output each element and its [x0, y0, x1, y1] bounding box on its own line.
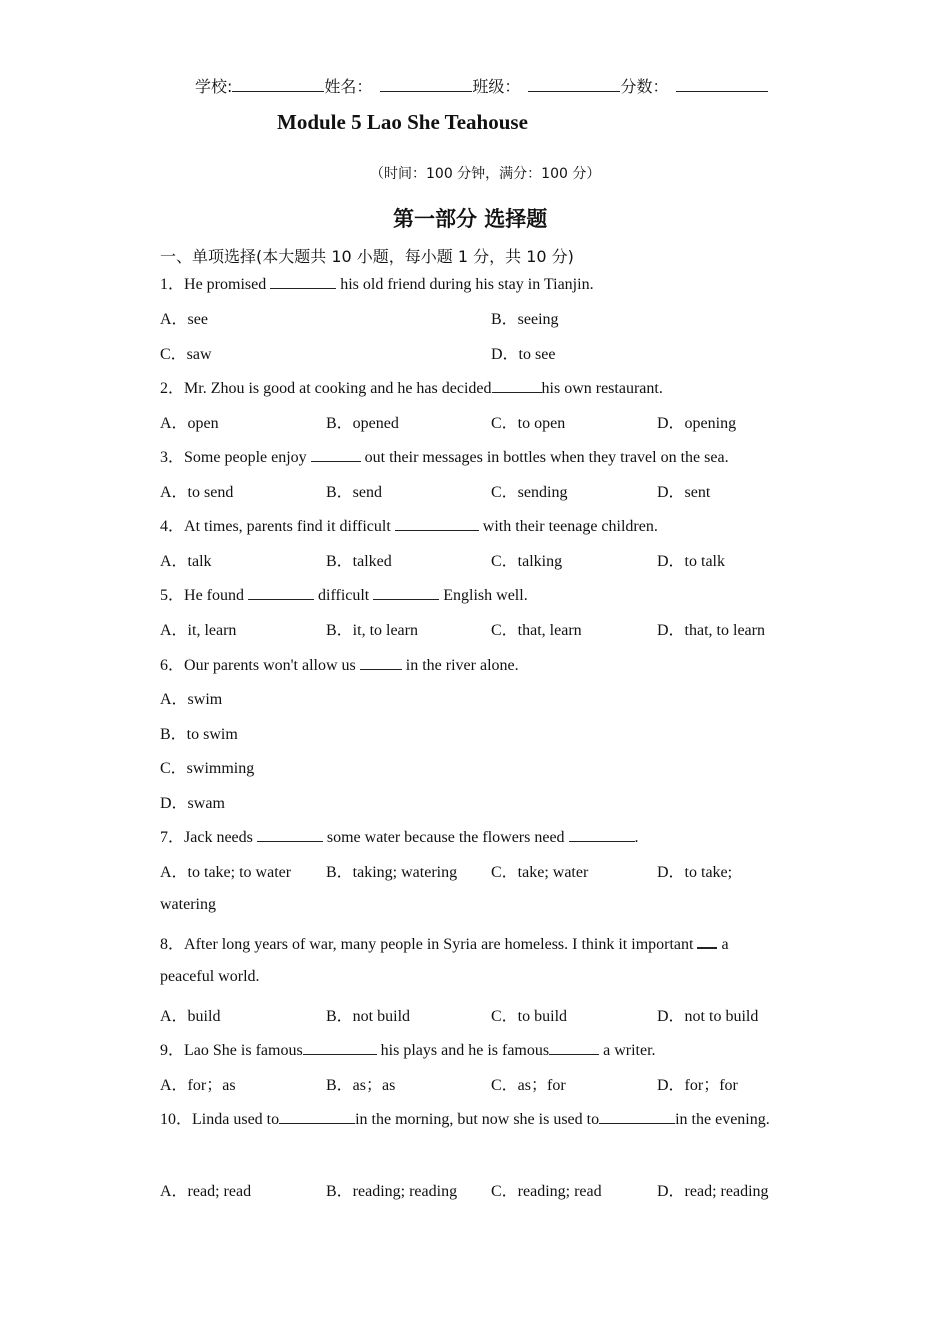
option-d-continued: watering — [160, 896, 216, 913]
answer-blank — [697, 935, 717, 949]
option-a: A．for；as — [160, 1077, 236, 1094]
option-c: C．that, learn — [491, 622, 582, 639]
option-d: D．to take; — [657, 864, 733, 881]
question-text: Mr. Zhou is good at cooking and he has decided — [184, 380, 492, 397]
score-blank — [676, 77, 768, 92]
answer-blank — [569, 829, 635, 842]
option-b: B．send — [326, 484, 383, 501]
option-c: C．saw — [160, 346, 212, 363]
option-b: B．talked — [326, 553, 392, 570]
question-text: At times, parents find it difficult — [184, 518, 395, 535]
option-a: A．open — [160, 415, 219, 432]
question-number: 9． — [160, 1042, 185, 1059]
answer-blank — [248, 587, 314, 600]
question-number: 2． — [160, 380, 185, 397]
question-7 — [160, 824, 639, 847]
question-8-continued: peaceful world. — [160, 968, 260, 985]
part-title: 第一部分 选择题 — [393, 207, 548, 231]
option-a: A．talk — [160, 553, 212, 570]
question-text: with their teenage children. — [478, 518, 658, 535]
class-label: 班级： — [472, 77, 521, 96]
question-text: a — [717, 936, 729, 953]
option-d: D．read; reading — [657, 1183, 769, 1200]
question-number: 5． — [160, 587, 185, 604]
question-text: his plays and he is famous — [376, 1042, 550, 1059]
option-b: B．to swim — [160, 726, 238, 743]
question-3 — [160, 444, 729, 467]
question-text: . — [634, 829, 639, 846]
option-b: B．reading; reading — [326, 1183, 458, 1200]
answer-blank — [257, 829, 323, 842]
question-5 — [160, 582, 528, 605]
option-d: D．not to build — [657, 1008, 759, 1025]
school-label: 学校: — [195, 77, 233, 96]
option-b: B．not build — [326, 1008, 411, 1025]
option-a: A．it, learn — [160, 622, 237, 639]
option-c: C．as；for — [491, 1077, 566, 1094]
question-text: Jack needs — [184, 829, 257, 846]
name-label: 姓名： — [324, 77, 373, 96]
question-2 — [160, 375, 663, 398]
option-b: B．seeing — [491, 311, 559, 328]
answer-blank — [270, 276, 336, 289]
option-c: C．to build — [491, 1008, 568, 1025]
question-1 — [160, 271, 594, 294]
school-blank — [232, 77, 324, 92]
option-a: A．build — [160, 1008, 221, 1025]
question-text: Some people enjoy — [184, 449, 311, 466]
answer-blank — [599, 1111, 675, 1124]
question-number: 1． — [160, 276, 185, 293]
answer-blank — [311, 449, 361, 462]
option-d: D．to talk — [657, 553, 725, 570]
question-text: After long years of war, many people in Syria are homeless. I think it important — [184, 936, 698, 953]
answer-blank — [549, 1042, 599, 1055]
option-b: B．it, to learn — [326, 622, 418, 639]
section-title: 一、单项选择(本大题共 10 小题，每小题 1 分，共 10 分) — [160, 247, 574, 266]
question-text: in the evening. — [675, 1111, 770, 1128]
answer-blank — [279, 1111, 355, 1124]
option-a: A．swim — [160, 691, 223, 708]
option-d: D．to see — [491, 346, 556, 363]
option-c: C．talking — [491, 553, 563, 570]
option-d: D．opening — [657, 415, 737, 432]
option-c: C．sending — [491, 484, 568, 501]
option-b: B．taking; watering — [326, 864, 458, 881]
question-9 — [160, 1037, 656, 1060]
answer-blank — [395, 518, 479, 531]
name-blank — [380, 77, 472, 92]
option-a: A．to send — [160, 484, 234, 501]
option-d: D．that, to learn — [657, 622, 765, 639]
question-text: difficult — [314, 587, 374, 604]
question-text: He found — [184, 587, 248, 604]
option-d: D．swam — [160, 795, 225, 812]
question-text: in the morning, but now she is used to — [355, 1111, 600, 1128]
question-text: his own restaurant. — [541, 380, 663, 397]
question-number: 3． — [160, 449, 185, 466]
student-info-line — [195, 74, 768, 97]
option-b: B．opened — [326, 415, 399, 432]
option-a: A．see — [160, 311, 208, 328]
question-text: Lao She is famous — [184, 1042, 303, 1059]
question-text: his old friend during his stay in Tianjin. — [336, 276, 594, 293]
question-number: 7． — [160, 829, 185, 846]
question-number: 6． — [160, 657, 185, 674]
question-number: 10． — [160, 1111, 193, 1128]
option-a: A．to take; to water — [160, 864, 292, 881]
option-c: C．reading; read — [491, 1183, 602, 1200]
page-title: Module 5 Lao She Teahouse — [277, 110, 528, 134]
option-d: D．sent — [657, 484, 711, 501]
answer-blank — [360, 657, 402, 670]
question-text: He promised — [184, 276, 271, 293]
option-c: C．to open — [491, 415, 566, 432]
question-text: Our parents won't allow us — [184, 657, 360, 674]
question-text: out their messages in bottles when they travel on the sea. — [360, 449, 729, 466]
answer-blank — [303, 1042, 377, 1055]
option-c: C．swimming — [160, 760, 255, 777]
answer-blank — [492, 380, 542, 393]
question-text: Linda used to — [192, 1111, 280, 1128]
question-4 — [160, 513, 658, 536]
time-note: （时间：100 分钟，满分：100 分） — [370, 166, 601, 182]
question-6 — [160, 652, 519, 675]
score-label: 分数： — [620, 77, 669, 96]
option-a: A．read; read — [160, 1183, 252, 1200]
question-number: 4． — [160, 518, 185, 535]
option-c: C．take; water — [491, 864, 589, 881]
question-text: English well. — [439, 587, 528, 604]
question-8 — [160, 931, 729, 954]
question-text: in the river alone. — [401, 657, 519, 674]
class-blank — [528, 77, 620, 92]
question-10 — [160, 1106, 770, 1129]
option-d: D．for；for — [657, 1077, 738, 1094]
question-number: 8． — [160, 936, 185, 953]
option-b: B．as；as — [326, 1077, 396, 1094]
question-text: a writer. — [599, 1042, 656, 1059]
question-text: some water because the flowers need — [322, 829, 569, 846]
answer-blank — [373, 587, 439, 600]
